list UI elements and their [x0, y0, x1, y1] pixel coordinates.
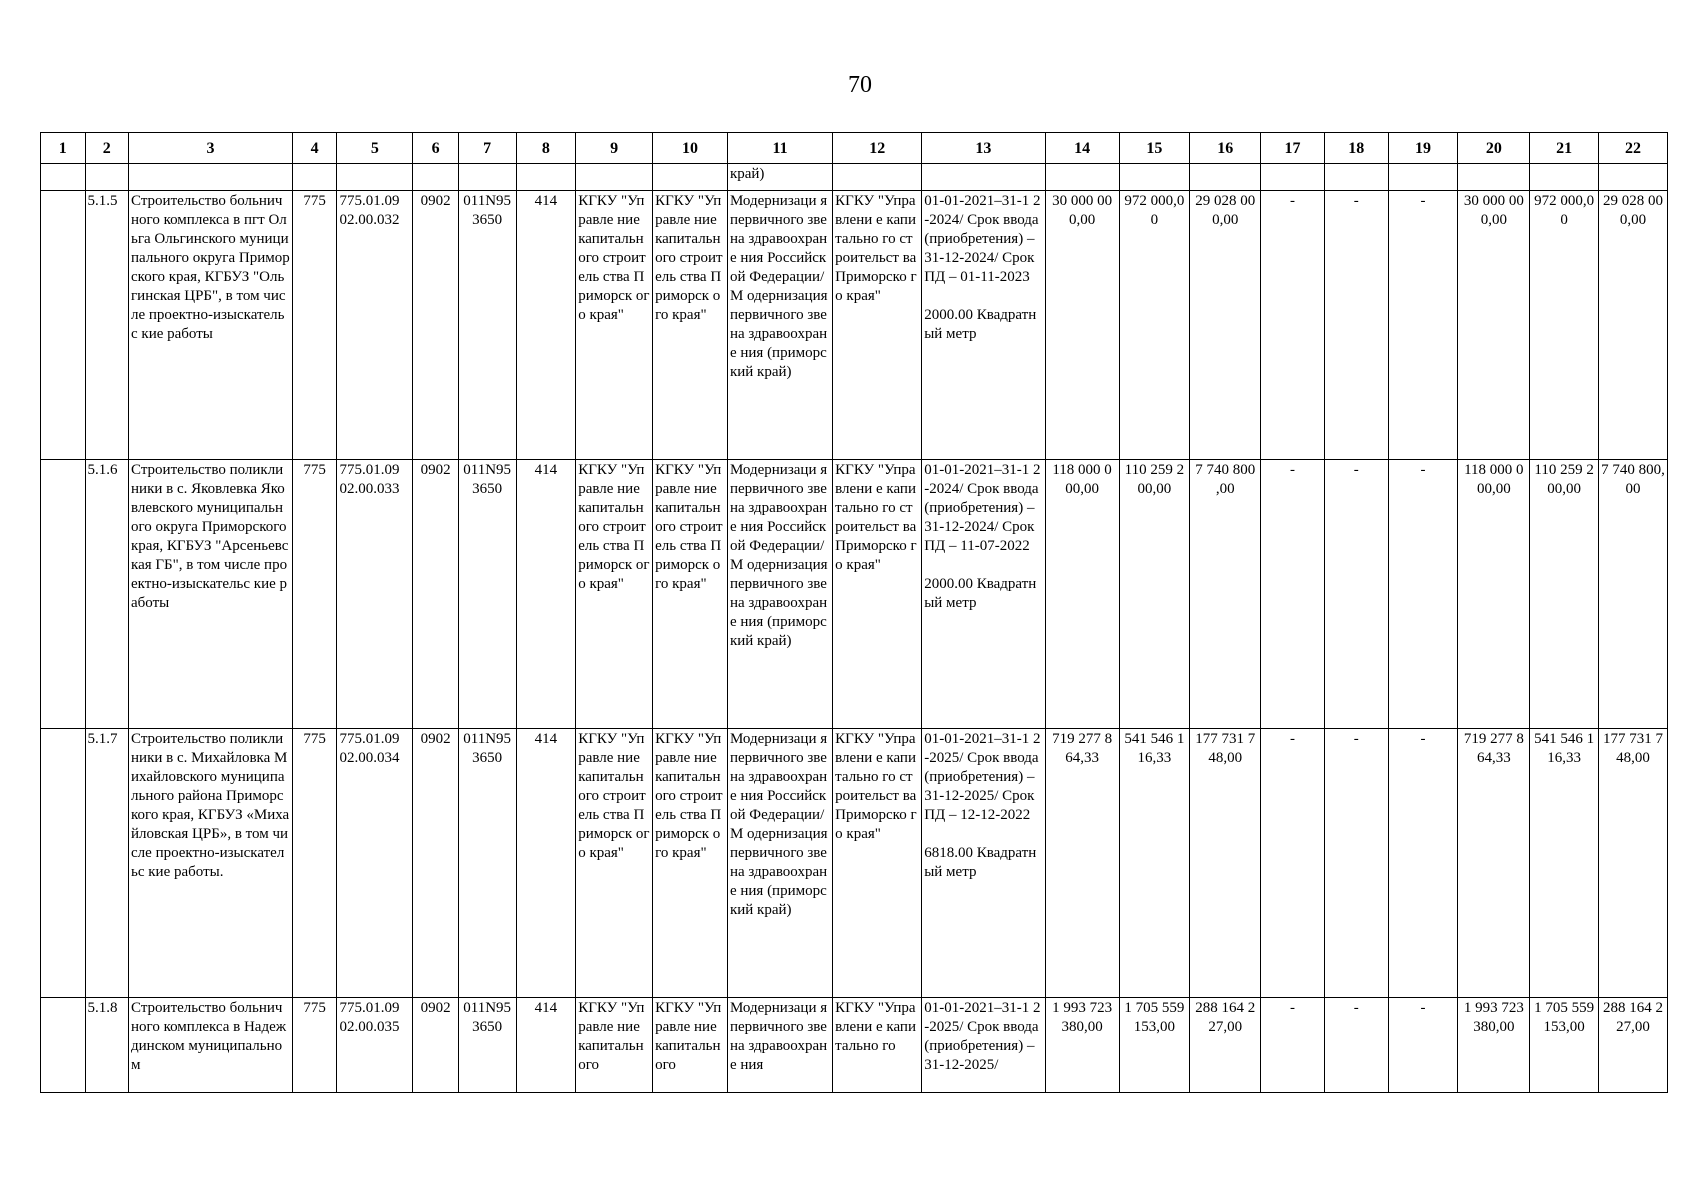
table-cell: - — [1261, 729, 1325, 998]
table-cell: край) — [727, 164, 832, 191]
column-header: 8 — [516, 133, 576, 164]
amount-cell: 1 705 559 153,00 — [1119, 998, 1190, 1093]
object-name: Строительство поликлиники в с. Яковлевка Яковлевского муниципального округа Приморского края, КГБУЗ "Арсеньевская ГБ", в том числе проектно-изыскательс кие работы — [129, 460, 293, 729]
column-header: 2 — [85, 133, 129, 164]
table-cell: 0902 — [413, 460, 459, 729]
table-cell: 01-01-2021–31-1 2-2024/ Срок ввода (приобретения) – 31-12-2024/ Срок ПД – 11-07-2022 2000.00 Квадратный метр — [922, 460, 1045, 729]
table-cell: КГКУ "Управлени е капитально го строительст ва Приморско го края" — [833, 191, 922, 460]
table-cell: - — [1388, 460, 1458, 729]
table-cell: 414 — [516, 460, 576, 729]
table-cell: - — [1324, 460, 1388, 729]
amount-cell: 118 000 0 00,00 — [1458, 460, 1530, 729]
table-cell: 775.01.09 02.00.033 — [337, 460, 413, 729]
table-cell: 01-01-2021–31-1 2-2024/ Срок ввода (приобретения) – 31-12-2024/ Срок ПД – 01-11-2023 2000.00 Квадратный метр — [922, 191, 1045, 460]
table-cell: - — [1324, 191, 1388, 460]
amount-cell: 29 028 00 0,00 — [1599, 191, 1668, 460]
table-cell: 011N95 3650 — [458, 998, 516, 1093]
table-cell: 775 — [292, 729, 337, 998]
table-cell: Модернизаци я первичного звена здравоохране ния Российской Федерации/М одернизация первичного звена здравоохране ния (приморский край) — [727, 191, 832, 460]
table-cell: КГКУ "Управле ние капитальн ого строитель ства Приморск ого края" — [576, 191, 653, 460]
amount-cell: 288 164 2 27,00 — [1599, 998, 1668, 1093]
amount-cell: 541 546 1 16,33 — [1530, 729, 1599, 998]
object-name: Строительство поликлиники в с. Михайловка Михайловского муниципального района Приморского края, КГБУЗ «Михайловская ЦРБ», в том числе проектно-изыскательс кие работы. — [129, 729, 293, 998]
column-header: 12 — [833, 133, 922, 164]
table-cell: 414 — [516, 998, 576, 1093]
column-header: 10 — [653, 133, 728, 164]
amount-cell: 719 277 8 64,33 — [1458, 729, 1530, 998]
column-header: 3 — [129, 133, 293, 164]
table-cell: 775 — [292, 998, 337, 1093]
amount-cell: 972 000,0 0 — [1530, 191, 1599, 460]
table-cell: КГКУ "Управле ние капитальн ого строитель ства Приморск ого края" — [653, 729, 728, 998]
table-row — [41, 460, 1668, 729]
row-number: 5.1.5 — [85, 191, 129, 460]
column-header: 19 — [1388, 133, 1458, 164]
table-cell: КГКУ "Управле ние капитальн ого строитель ства Приморск ого края" — [653, 191, 728, 460]
amount-cell: 7 740 800, 00 — [1599, 460, 1668, 729]
budget-table — [40, 132, 1668, 1093]
table-cell: КГКУ "Управле ние капитальн ого — [576, 998, 653, 1093]
table-cell: Модернизаци я первичного звена здравоохране ния — [727, 998, 832, 1093]
table-cell: КГКУ "Управлени е капитально го строительст ва Приморско го края" — [833, 460, 922, 729]
table-row — [41, 729, 1668, 998]
table-cell: - — [1324, 998, 1388, 1093]
amount-cell: 110 259 2 00,00 — [1119, 460, 1190, 729]
table-row — [41, 191, 1668, 460]
table-row — [41, 998, 1668, 1093]
table-cell: - — [1388, 729, 1458, 998]
column-header: 11 — [727, 133, 832, 164]
header-row — [41, 133, 1668, 164]
table-cell: 775 — [292, 191, 337, 460]
column-header: 7 — [458, 133, 516, 164]
column-header: 9 — [576, 133, 653, 164]
table-cell: КГКУ "Управле ние капитальн ого — [653, 998, 728, 1093]
column-header: 15 — [1119, 133, 1190, 164]
amount-cell: 30 000 00 0,00 — [1458, 191, 1530, 460]
row-number: 5.1.6 — [85, 460, 129, 729]
table-cell: 775.01.09 02.00.034 — [337, 729, 413, 998]
table-cell: - — [1388, 191, 1458, 460]
table-cell: КГКУ "Управлени е капитально го строительст ва Приморско го края" — [833, 729, 922, 998]
amount-cell: 1 993 723 380,00 — [1458, 998, 1530, 1093]
amount-cell: 7 740 800 ,00 — [1190, 460, 1261, 729]
table-cell: КГКУ "Управле ние капитальн ого строитель ства Приморск ого края" — [653, 460, 728, 729]
column-header: 18 — [1324, 133, 1388, 164]
column-header: 4 — [292, 133, 337, 164]
amount-cell: 719 277 8 64,33 — [1045, 729, 1119, 998]
column-header: 14 — [1045, 133, 1119, 164]
column-header: 1 — [41, 133, 86, 164]
row-number: 5.1.8 — [85, 998, 129, 1093]
amount-cell: 972 000,0 0 — [1119, 191, 1190, 460]
row-number: 5.1.7 — [85, 729, 129, 998]
amount-cell: 541 546 1 16,33 — [1119, 729, 1190, 998]
table-cell: 01-01-2021–31-1 2-2025/ Срок ввода (приобретения) – 31-12-2025/ — [922, 998, 1045, 1093]
table-cell: 011N95 3650 — [458, 460, 516, 729]
table-cell: 414 — [516, 729, 576, 998]
page-number: 70 — [848, 72, 872, 98]
amount-cell: 1 705 559 153,00 — [1530, 998, 1599, 1093]
amount-cell: 30 000 00 0,00 — [1045, 191, 1119, 460]
amount-cell: 288 164 2 27,00 — [1190, 998, 1261, 1093]
table-cell: 414 — [516, 191, 576, 460]
column-header: 22 — [1599, 133, 1668, 164]
column-header: 20 — [1458, 133, 1530, 164]
column-header: 6 — [413, 133, 459, 164]
amount-cell: 177 731 7 48,00 — [1190, 729, 1261, 998]
table-cell: 775.01.09 02.00.032 — [337, 191, 413, 460]
column-header: 5 — [337, 133, 413, 164]
amount-cell: 118 000 0 00,00 — [1045, 460, 1119, 729]
table-cell: - — [1388, 998, 1458, 1093]
table-cell: - — [1261, 998, 1325, 1093]
table-cell: - — [1324, 729, 1388, 998]
table-cell: 0902 — [413, 998, 459, 1093]
table-cell: 775.01.09 02.00.035 — [337, 998, 413, 1093]
table-cell: Модернизаци я первичного звена здравоохране ния Российской Федерации/М одернизация первичного звена здравоохране ния (приморский край) — [727, 460, 832, 729]
object-name: Строительство больничного комплекса в пгт Ольга Ольгинского муниципального округа Приморского края, КГБУЗ "Ольгинская ЦРБ", в том числе проектно-изыскательс кие работы — [129, 191, 293, 460]
object-name: Строительство больничного комплекса в Надеждинском муниципальном — [129, 998, 293, 1093]
table-cell: 775 — [292, 460, 337, 729]
continuation-row — [41, 164, 1668, 191]
amount-cell: 1 993 723 380,00 — [1045, 998, 1119, 1093]
table-cell: 011N95 3650 — [458, 729, 516, 998]
table-cell: 01-01-2021–31-1 2-2025/ Срок ввода (приобретения) – 31-12-2025/ Срок ПД – 12-12-2022 6818.00 Квадратный метр — [922, 729, 1045, 998]
column-header: 16 — [1190, 133, 1261, 164]
table-cell: 0902 — [413, 191, 459, 460]
table-cell: - — [1261, 191, 1325, 460]
column-header: 13 — [922, 133, 1045, 164]
table-cell: Модернизаци я первичного звена здравоохране ния Российской Федерации/М одернизация первичного звена здравоохране ния (приморский край) — [727, 729, 832, 998]
table-cell: - — [1261, 460, 1325, 729]
amount-cell: 177 731 7 48,00 — [1599, 729, 1668, 998]
column-header: 21 — [1530, 133, 1599, 164]
table-cell: КГКУ "Управле ние капитальн ого строитель ства Приморск ого края" — [576, 460, 653, 729]
table-cell: 011N95 3650 — [458, 191, 516, 460]
amount-cell: 110 259 2 00,00 — [1530, 460, 1599, 729]
table-cell: КГКУ "Управлени е капитально го — [833, 998, 922, 1093]
column-header: 17 — [1261, 133, 1325, 164]
table-cell: 0902 — [413, 729, 459, 998]
table-cell: КГКУ "Управле ние капитальн ого строитель ства Приморск ого края" — [576, 729, 653, 998]
amount-cell: 29 028 00 0,00 — [1190, 191, 1261, 460]
